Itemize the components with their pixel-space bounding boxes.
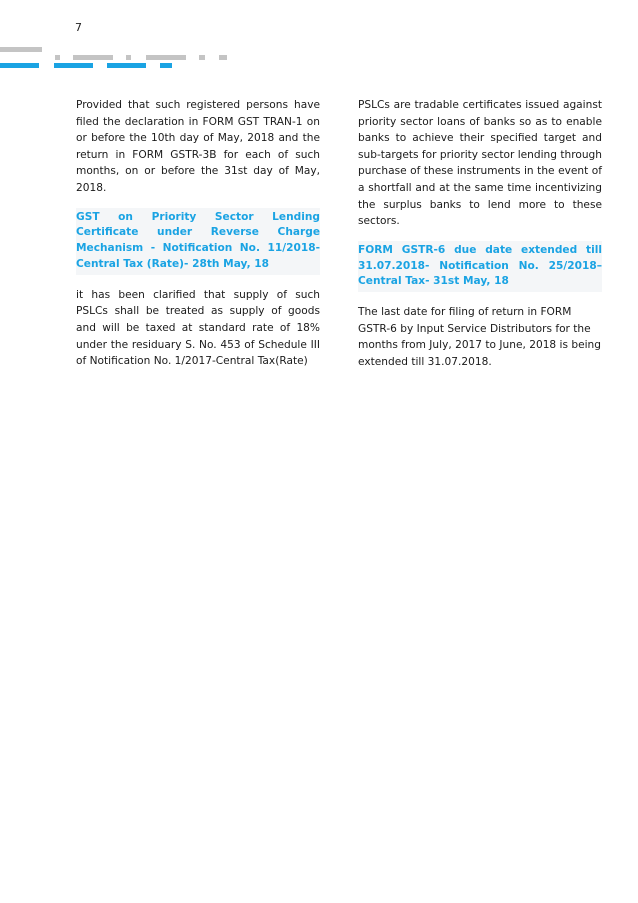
- left-column: [76, 97, 320, 370]
- body-paragraph: Provided that such registered persons have filed the declaration in FORM GST TRAN-1 on or before the 10th day of May, 2018 and the return in FORM GSTR-3B for each of such months, on or before the 31st day of May, 2018.: [76, 99, 320, 194]
- decor-bar-gray: [199, 55, 205, 60]
- decor-bar-blue: [160, 63, 172, 68]
- body-paragraph: PSLCs are tradable certificates issued against priority sector loans of banks so as to enable banks to achieve their specified target and sub-targets for priority sector lending through purchase of these instruments in the event of a shortfall and at the same time incentivizing the surplus banks to lend more to these sectors.: [358, 99, 602, 228]
- decor-bar-gray: [126, 55, 131, 60]
- decor-bar-blue: [54, 63, 93, 68]
- right-column: [358, 97, 602, 371]
- decor-bar-gray: [219, 55, 227, 60]
- decor-bar-blue: [107, 63, 146, 68]
- body-paragraph: it has been clarified that supply of such PSLCs shall be treated as supply of goods and will be taxed at standard rate of 18% under the residuary S. No. 453 of Schedule III of Notification No. 1/2017-Central Tax(Rate): [76, 288, 320, 368]
- decor-bar-blue: [0, 63, 39, 68]
- section-heading: GST on Priority Sector Lending Certificate under Reverse Charge Mechanism - Notification No. 11/2018-Central Tax (Rate)- 28th May, 18: [76, 208, 320, 275]
- decorative-header-bars: [0, 0, 638, 80]
- decor-bar-gray: [146, 55, 186, 60]
- decor-bar-gray: [55, 55, 60, 60]
- decor-bar-gray: [73, 55, 113, 60]
- page-number: 7: [75, 21, 82, 34]
- decor-bar-gray: [0, 47, 42, 52]
- section-heading: FORM GSTR-6 due date extended till 31.07.2018- Notification No. 25/2018– Central Tax- 31st May, 18: [358, 241, 602, 292]
- body-paragraph: The last date for filing of return in FORM GSTR-6 by Input Service Distributors for the months from July, 2017 to June, 2018 is being extended till 31.07.2018.: [358, 306, 601, 368]
